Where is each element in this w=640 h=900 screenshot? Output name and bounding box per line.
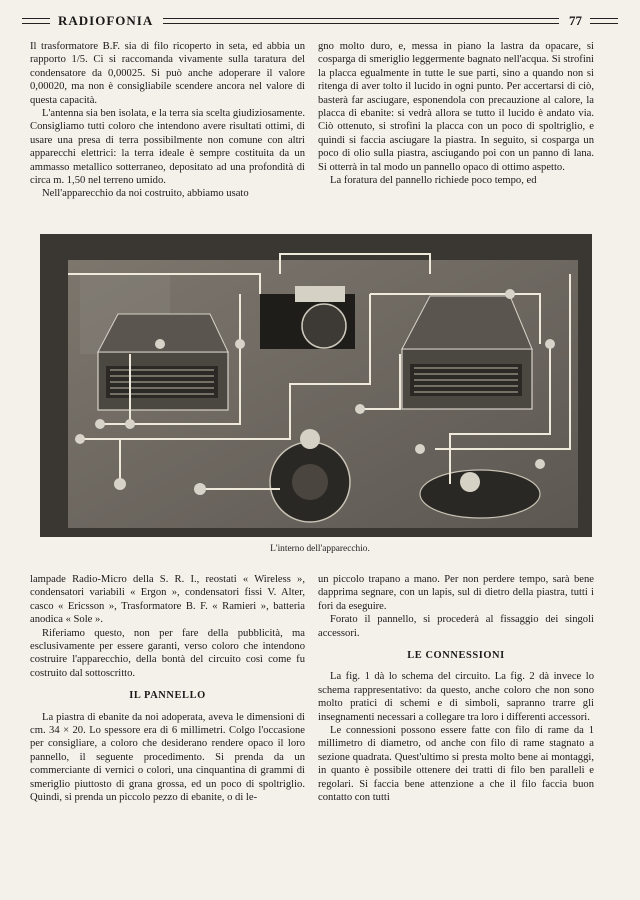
header-rule-right: [590, 18, 618, 24]
page-header: [22, 10, 618, 32]
section-heading-pannello: IL PANNELLO: [129, 690, 206, 702]
paragraph: Nell'apparecchio da noi costruito, abbiamo usato: [42, 188, 249, 200]
right-coil: [402, 296, 532, 409]
column-top-left: [30, 40, 305, 201]
paragraph: L'antenna sia ben isolata, e la terra sia scelta giudiziosamente. Consigliamo tutti coloro che intendono avere risultati ottimi, di usare una presa di terra possibilmente non comune con altri apparecchi elettrici: la terra ideale è sempre costituita da un ammasso metallico sotterraneo, depositato ad una profondità di circa m. 1,50 nel terreno umido.: [30, 108, 305, 187]
figure-caption: L'interno dell'apparecchio.: [270, 544, 370, 554]
valve-socket: [260, 286, 355, 349]
column-top-right: [318, 40, 594, 187]
paragraph: lampade Radio-Micro della S. R. I., reostati « Wireless », condensatori variabili « Ergon », condensatori fissi V. Alter, casco « Ericsson », Trasformatore B. F. « Ramieri », batteria anodica « Sole ».: [30, 574, 305, 626]
paragraph: Il trasformatore B.F. sia di filo ricoperto in seta, ed abbia un rapporto 1/5. Ci si raccomanda vivamente sulla taratura del condensatore da 0,00025. Si può anche adoperare il valore 0,00020, ma non è consigliabile scendere ancora nel valore di questa capacità.: [30, 41, 305, 106]
left-coil: [98, 314, 228, 410]
column-bottom-left: [30, 573, 305, 805]
apparatus-photo: [40, 234, 592, 537]
paragraph: La piastra di ebanite da noi adoperata, aveva le dimensioni di cm. 34 × 20. Lo spessore era di 6 millimetri. Colgo l'occasione per consigliare, a coloro che desiderano rendere opaco il loro pannello, il seguente procedimento. Si prenda da un commerciante di vernici o colori, una cinquantina di grammi di smeriglio piuttosto di grana grossa, ed un poco di spoltriglio. Quindi, si prenda un piccolo pezzo di ebanite, o di le-: [30, 711, 305, 804]
paragraph: Forato il pannello, si procederà al fissaggio dei singoli accessori.: [318, 614, 594, 639]
column-bottom-right: [318, 573, 594, 805]
running-title: RADIOFONIA: [58, 13, 154, 28]
radio-interior-illustration: [40, 234, 592, 537]
paragraph: La fig. 1 dà lo schema del circuito. La fig. 2 dà invece lo schema rappresentativo: da questo, anche coloro che non sono molto pratici di schemi e di simboli, sapranno trarre gli insegnamenti necessari a collegare tra loro i differenti accessori.: [318, 671, 594, 723]
page-number: 77: [569, 13, 582, 28]
paragraph: Riferiamo questo, non per fare della pubblicità, ma esclusivamente per essere garanti, verso coloro che intendono costruire l'apparecchio, della bontà del circuito così come fu costruito dal sottoscritto.: [30, 627, 305, 679]
paragraph: un piccolo trapano a mano. Per non perdere tempo, sarà bene dapprima segnare, con un lapis, sul di dietro della piastra, tutti i fori da eseguire.: [318, 574, 594, 612]
variable-condenser: [420, 470, 540, 518]
header-rule-middle: [163, 18, 559, 24]
section-heading-connessioni: LE CONNESSIONI: [407, 650, 505, 662]
paragraph: gno molto duro, e, messa in piano la lastra da opacare, si cosparga di smeriglio leggermente bagnato nell'acqua. Si strofini la placca egualmente in tutte le sue parti, sino a quando non si ritenga di aver tolto il lucido in ogni punto. Per accertarsi di ciò, basterà far asciugare, esponendola con precauzione al calore, la placca di ebanite: si vedrà allora se tutto il lucido è andato via. Ciò ottenuto, si strofini la placca con un poco di spoltriglio, e quindi si faccia asciugare la piastra. In seguito, si cosparga un poco di olio sulla piastra, asciugando poi con un panno di lana. Si otterrà in tal modo un pannello opaco di ottimo aspetto.: [318, 41, 594, 173]
paragraph: Le connessioni possono essere fatte con filo di rame da 1 millimetro di diametro, od anche con filo di rame stagnato a sezione quadrata. Quest'ultimo si presta molto bene ai montaggi, in quanto è possibile ottenere dei tratti di filo ben paralleli e regolari. Si faccia bene attenzione a che il filo faccia buon contatto con tutti: [318, 725, 594, 804]
header-rule-left: [22, 18, 50, 24]
paragraph: La foratura del pannello richiede poco tempo, ed: [330, 175, 537, 187]
